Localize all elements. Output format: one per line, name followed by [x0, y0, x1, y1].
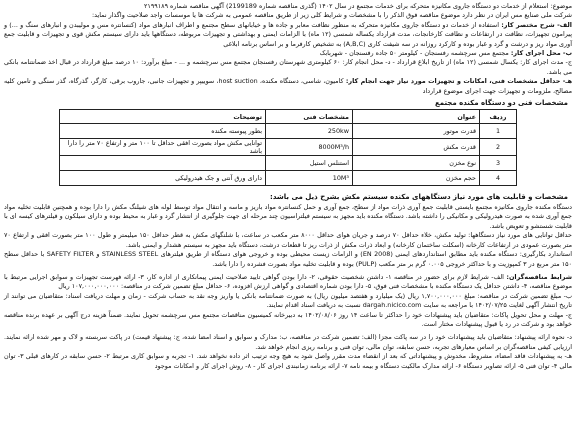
row-number: 1: [480, 124, 517, 139]
section2-paragraph-3: استاندارد بکارگیری: دستگاه مکنده باید مطابق استانداردهای ایمنی (EN 2008) و الزامات زیست محیطی بوده و خروجی هوای دستگاه از طریق فیلترهای STAINLESS STEEL و SAFETY FILTER با حداقل سطح ۱۵۰ متر مربع در ۳ کمپوزیت و با حداکثر خروجی ۰.۰۰۵ گرم بر متر مکعب (PULP) بوده و قابلیت تخلیه مواد بصورت فشرده را دارا باشد.: [4, 250, 572, 268]
work-location-text: مجتمع مس سرچشمه رفسنجان - کیلومتر ۵۰ جاده رفسنجان - شهربابک: [319, 49, 509, 58]
section2-paragraph-2: حداقل توانایی های مورد نیاز دستگاهها: تولید مکش، خلاء حداقل ۷۰ درصد و جریان هوای حداقل ۸۰۰۰ متر مکعب در ساعت، با شلنگهای مکش به قطر حداقل ۱۵۰ میلیمتر و طول ۱۰۰ متر بصورت افقی و ارتفاع ۷۰ متر بصورت عمودی در ارتفاعات کارخانه (اسکلت ساختمان کارخانه) و ابعاد ذرات مکش از ذرات ریز تا قطعات درشت، دستگاه باید مجهز به سیستم هشدار و ایمنی باشد.: [4, 231, 572, 249]
row-spec: 10M³: [266, 171, 353, 186]
table-row: [60, 139, 517, 156]
work-duration: ج- مدت اجرای کار: یکسال شمسی (۱۲ ماه) از تاریخ ابلاغ قرارداد - د- محل انجام کار: ۶۰ کیلومتری شهرستان رفسنجان مجتمع مس سرچشمه و ... - مبلغ برآورد: ۱۰ درصد مبلغ قرارداد در قبال اخذ ضمانتنامه بانکی می باشد.: [4, 58, 572, 76]
work-location-label: ب- محل اجرای کار:: [510, 49, 572, 58]
notice-subject: موضوع: استعلام از خدمات دو دستگاه جاروی مکانیزه متحرکه برای خدمات مجتمع در سال ۱۴۰۲ (گذری مناقصه شماره 2199189) آگهی مناقصه شماره ۲۱۹۹۱۸۹: [143, 2, 572, 10]
work-description-text: استفاده از خدمات دو دستگاه جاروی مکانیزه متحرکه به منظور نظافت معابر و جاده ها و خیابانهای سطح مجتمع و اطراف انبارهای مواد (کنسانتره مس و مولیبدن و انبارهای سنگ و ...) و پیرامون تجهیزات، نظافت در ارتفاعات و نظافت کارخانجات، مدت قرارداد یکساله شمسی (۱۲ ماه) با الزامات ایمنی و بهداشتی و تجهیزات مربوطه، دستگاهها باید دارای سیستم مکش قوی و تجهیزات و قابلیت جمع آوری مواد ریز و درشت و گرد و غبار بوده و کارکرد روزانه در سه شیفت کاری (A,B,C) به تشخیص کارفرما و بر اساس برنامه ابلاغی: [4, 20, 572, 48]
header-row-number: ردیف: [480, 110, 517, 124]
notice-preamble: شرکت ملی صنایع مس ایران در نظر دارد موضوع مناقصه فوق الذکر را با مشخصات و شرایط کلی زیر از طریق مناقصه عمومی به شرکت ها یا موسسات واجد صلاحیت واگذار نماید:: [91, 11, 572, 20]
row-spec: استنلس استیل: [266, 156, 353, 171]
row-description: بطور پیوسته مکنده: [60, 124, 266, 139]
section2-paragraph-1: دستگاه مکنده جاروی مکانیزه مجتمع بایستی قابلیت جمع آوری ذرات مواد از سطح، جمع آوری و حمل کنسانتره مواد باریز و ماسه و انتقال مواد توسط لوله های شیلنگ مکش را دارا بوده و همچنین قابلیت تخلیه مواد جمع آوری شده به صورت هیدرولیکی و مکانیکی را داشته باشد. دستگاه مکنده باید مجهز به سیستم فیلتراسیون چند مرحله ای جهت جلوگیری از انتشار گرد و غبار به محیط بوده و دارای سیلکون و فیلترهای کیسه ای با قابلیت شستشو و تعویض باشد.: [4, 203, 572, 230]
evaluation-criteria: هـ- به پیشنهادات فاقد امضاء، مشروط، مخدوش و پیشنهاداتی که بعد از انقضاء مدت مقرر واصل شود به هیچ وجه ترتیب اثر داده نخواهد شد. ۱- تجربه و سوابق کاری مرتبط ۲- حسن سابقه در کارهای قبلی ۳- توان مالی ۴- توان فنی ۵- ارائه تصاویر دستگاه ۶- ارائه مدارک مالکیت دستگاه و بیمه نامه ۷- ارائه برنامه زمانبندی اجرای کار - ۸- روش اجرای کار و امکانات موجود: [4, 352, 572, 370]
header-title: عنوان: [353, 110, 480, 124]
spec-table: [59, 109, 517, 186]
guarantee-terms: ب- مبلغ تضمین شرکت در مناقصه: مبلغ ۱,۷۰۰,۰۰۰,۰۰۰ ریال (یک میلیارد و هفتصد میلیون ریال) به صورت ضمانتنامه بانکی یا واریز وجه نقد به حساب شرکت - زمان و مهلت دریافت اسناد: متقاضیان می توانند از تاریخ انتشار آگهی لغایت ۱۴۰۲/۰۷/۲۵ با مراجعه به سایت dargah.nicico.com نسبت به دریافت اسناد اقدام نمایند.: [4, 291, 572, 310]
row-number: 3: [480, 156, 517, 171]
row-title: قدرت موتور: [353, 124, 480, 139]
row-description: توانایی مکش مواد بصورت افقی حداقل تا ۱۰۰ متر و ارتفاع ۷۰ متر را دارا باشد: [60, 139, 266, 156]
spec-table-header: [60, 110, 517, 124]
row-description: [60, 156, 266, 171]
row-spec: 8000M³/h: [266, 139, 353, 156]
spec-table-title: مشخصات فنی دو دستگاه مکنده مجتمع: [434, 99, 568, 108]
row-title: حجم مخزن: [353, 171, 480, 186]
table-row: [60, 156, 517, 171]
tender-notice: [4, 0, 572, 371]
row-title: قدرت مکش: [353, 139, 480, 156]
proposal-method: د- نحوه ارائه پیشنهاد: متقاضیان باید پیشنهادات خود را در سه پاکت مجزا (الف: تضمین شرکت در مناقصه، ب: مدارک و سوابق و اسناد امضا شده، ج: پیشنهاد قیمت) در پاکت سربسته و لاک و مهر شده ارائه نمایند. ارزیابی کیفی مناقصه‌گران بر اساس معیارهای تجربه، حسن سابقه، توان مالی، توان فنی و برنامه ریزی انجام خواهد شد.: [4, 333, 572, 351]
row-description: دارای ورق آنتی و جک هیدرولیکی: [60, 171, 266, 186]
section2-title: مشخصات و قابلیت های مورد نیاز دستگاههای مکنده سیستم مکش بشرح ذیل می باشد:: [270, 193, 568, 202]
min-requirements-text: کامیون، شاسی، دستگاه مکنده، host suction، سوییپر و تجهیزات جانبی، جاروب برقی، کارگر، گذرگاه، گذر سنگی و تامین کلیه مصالح، ملزومات و تجهیزات جهت اجرای موضوع قرارداد: [4, 77, 572, 95]
table-row: [60, 171, 517, 186]
table-row: [60, 124, 517, 139]
row-title: نوع مخزن: [353, 156, 480, 171]
row-number: 4: [480, 171, 517, 186]
header-description: توضیحات: [60, 110, 266, 124]
submission-deadline: ج- مهلت و محل تحویل پاکات: متقاضیان باید پیشنهادات خود را حداکثر تا ساعت ۱۴ روز ۱۴۰۲/۰۸/۰۶ به دبیرخانه کمیسیون مناقصات مجتمع مس سرچشمه تحویل نمایند. ضمناً هزینه درج آگهی بر عهده برنده مناقصه خواهد بود و شرکت در رد یا قبول پیشنهادات مختار است.: [4, 310, 573, 328]
bidder-conditions-label: شرایط مناقصه‌گران:: [506, 272, 572, 281]
header-spec: مشخصات فنی: [266, 110, 353, 124]
work-description-label: الف- شرح مختصر کار:: [501, 20, 572, 29]
row-spec: 250kw: [266, 124, 353, 139]
bidder-conditions: [4, 273, 572, 292]
min-requirements-label: هـ- حداقل مشخصات فنی، امکانات و تجهیزات مورد نیاز جهت انجام کار:: [345, 77, 573, 86]
min-requirements: [4, 77, 572, 96]
bidder-conditions-text: الف- شرایط لازم برای حضور در مناقصه ۱- داشتن شخصیت حقوقی، ۲- دارا بودن گواهی تایید صلاحیت ایمنی پیمانکاری از اداره کار، ۳- ارائه فهرست تجهیزات و سوابق اجرایی مرتبط با موضوع مناقصه، ۴- داشتن حداقل یک دستگاه مکنده با مشخصات فنی فوق، ۵- دارا بودن شماره اقتصادی و گواهی ارزش افزوده، ۶- حداقل مبلغ تضمین شرکت در مناقصه: ۱۰۷,۰۰۰,۰۰۰,۰۰۰ ریال: [4, 272, 572, 291]
work-description: [4, 21, 572, 49]
row-number: 2: [480, 139, 517, 156]
spacer: [4, 186, 572, 190]
